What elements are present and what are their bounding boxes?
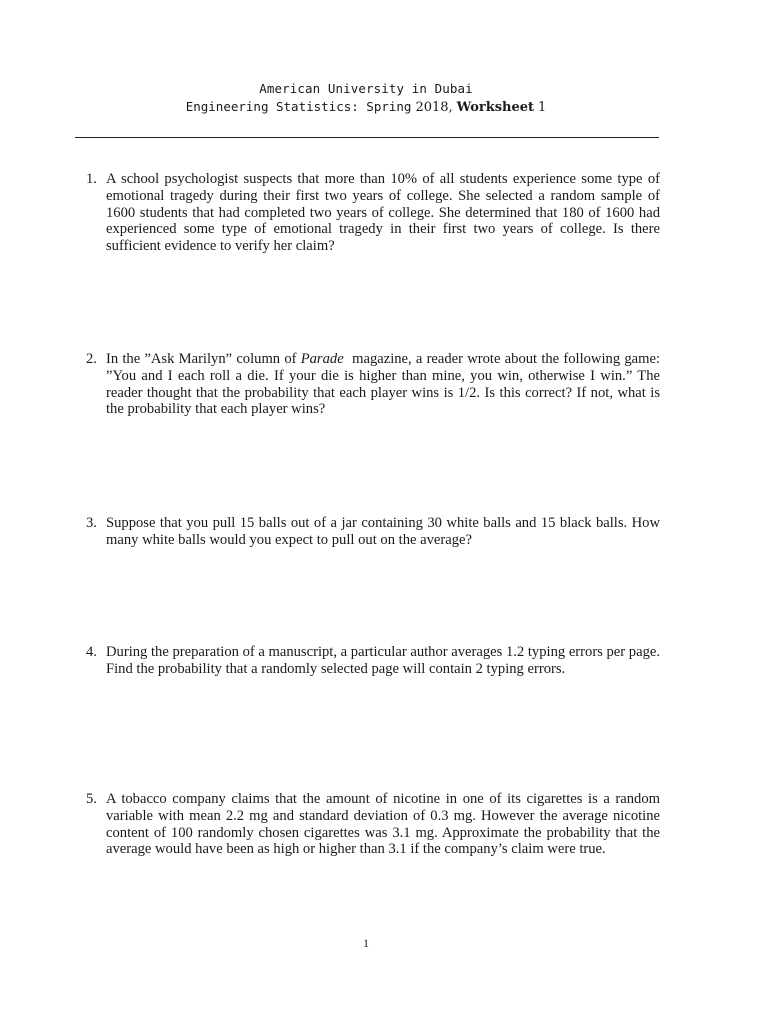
problem-number: 5. xyxy=(86,791,97,807)
problem-number: 1. xyxy=(86,171,97,187)
problem-number: 2. xyxy=(86,351,97,367)
page-number: 1 xyxy=(363,936,369,950)
problem-text-end: magazine, a reader wrote about the following game: ”You and I each roll a die. If your die is higher than mine, you win, otherwise I win.” The reader thought that the probability that each player wins is 1/2. Is this correct? If not, what is the probability that each player wins? xyxy=(106,351,660,418)
problem-text: A school psychologist suspects that more than 10% of all students experience some type of emotional tragedy during their first two years of college. She selected a random sample of 1600 students that had completed two years of college. She determined that 180 of 1600 had experienced some type of emotional tragedy in their first two years of college. Is there sufficient evidence to verify her claim? xyxy=(106,171,660,255)
problem-text-start: In the ”Ask Marilyn” column of xyxy=(106,351,297,367)
course-name: Engineering Statistics: Spring xyxy=(185,99,412,114)
problem-3 xyxy=(86,515,660,549)
problem-text xyxy=(106,351,660,418)
problem-5 xyxy=(86,791,660,858)
problem-2 xyxy=(86,351,660,418)
problem-text: Suppose that you pull 15 balls out of a jar containing 30 white balls and 15 black balls. How many white balls would you expect to pull out on the average? xyxy=(106,515,660,548)
university-name: American University in Dubai xyxy=(259,81,473,96)
worksheet-number: 1 xyxy=(538,100,547,115)
problem-number: 4. xyxy=(86,644,97,660)
problem-text: A tobacco company claims that the amount of nicotine in one of its cigarettes is a random variable with mean 2.2 mg and standard deviation of 0.3 mg. However the average nicotine content of 100 randomly chosen cigarettes was 3.1 mg. Approximate the probability that the average would have been as high or higher than 3.1 if the company’s claim were true. xyxy=(106,791,660,858)
problem-text: During the preparation of a manuscript, a particular author averages 1.2 typing errors per page. Find the probability that a randomly selected page will contain 2 typing errors. xyxy=(106,644,660,677)
course-title xyxy=(0,98,732,117)
worksheet-label: Worksheet xyxy=(456,100,535,115)
document-header xyxy=(0,80,732,117)
magazine-name: Parade xyxy=(300,351,344,367)
problem-1 xyxy=(86,171,660,255)
problem-number: 3. xyxy=(86,515,97,531)
problem-4 xyxy=(86,644,660,678)
course-year: 2018, xyxy=(415,100,453,115)
header-divider xyxy=(75,137,659,138)
